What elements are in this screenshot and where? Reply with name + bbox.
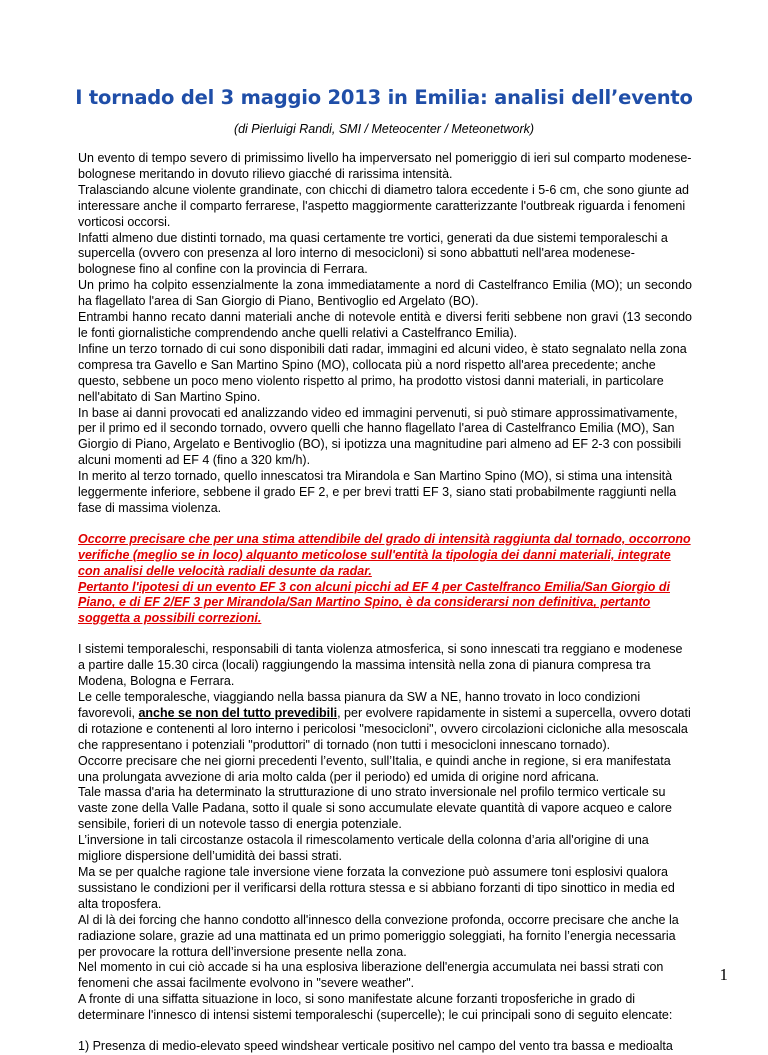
paragraph: Le celle temporalesche, viaggiando nella bassa pianura da SW a NE, hanno trovato in loco condizioni favorevoli, anche se non del tutto prevedibili, per evolvere rapidamente in sistemi a supercella, ovvero dotati di rotazione e contenenti al loro interno i pericolosi "mesocicloni", ovvero circolazioni cicloniche alla mesoscala che rappresentano i potenziali "produttori" di tornado (non tutti i mesocicloni innescano tornado).	[78, 690, 691, 752]
paragraph: L’inversione in tali circostanze ostacola il rimescolamento verticale della colonna d’aria all'origine di una migliore dispersione dell’umidità dei bassi strati.	[78, 833, 649, 864]
article-body	[78, 151, 692, 1055]
paragraph: In merito al terzo tornado, quello innescatosi tra Mirandola e San Martino Spino (MO), si stima una intensità leggermente inferiore, sebbene il grado EF 2, e per brevi tratti EF 3, siano stati probabilmente raggiunti nella fase di massima violenza.	[78, 469, 677, 515]
list-item: 1) Presenza di medio-elevato speed windshear verticale positivo nel campo del vento tra bassa e medioalta	[78, 1039, 673, 1054]
paragraph: In base ai danni provocati ed analizzando video ed immagini pervenuti, si può stimare approssimativamente, per il primo ed il secondo tornado, ovvero quelli che hanno flagellato l'area di Castelfranco Emilia (MO), San Giorgio di Piano, Argelato e Bentivoglio (BO), si ipotizza una magnitudine pari almeno ad EF 2-3 con possibili alcuni momenti ad EF 4 (fino a 320 km/h).	[78, 405, 682, 468]
paragraph: Ma se per qualche ragione tale inversione viene forzata la convezione può assumere toni esplosivi qualora sussistano le condizioni per il verificarsi della rottura stessa e si abbiano forzanti di tipo sinottico in media ed alta troposfera.	[78, 864, 675, 911]
paragraph: Infine un terzo tornado di cui sono disponibili dati radar, immagini ed alcuni video, è stato segnalato nella zona compresa tra Gavello e San Martino Spino (MO), collocata più a nord rispetto all'area precedente; anche questo, sebbene un poco meno violento rispetto al primo, ha prodotto vistosi danni materiali, in particolare nell'abitato di San Martino Spino.	[78, 341, 687, 404]
page-number: 1	[719, 965, 728, 984]
emphasis-text: anche se non del tutto prevedibili	[138, 705, 338, 720]
paragraph: Occorre precisare che nei giorni precedenti l’evento, sull’Italia, e quindi anche in regione, si era manifestata una prolungata avvezione di aria molto calda (per il periodo) ed umida di origine nord africana.	[78, 753, 671, 784]
paragraph: Un evento di tempo severo di primissimo livello ha imperversato nel pomeriggio di ieri sul comparto modenese-bolognese meritando in dovuto rilievo giacché di rarissima intensità.	[78, 151, 692, 181]
disclaimer-note: Occorre precisare che per una stima attendibile del grado di intensità raggiunta dal tornado, occorrono verifiche (meglio se in loco) alquanto meticolose sull'entità la tipologia dei danni materiali, integrate con analisi delle velocità radiali desunte da radar.	[78, 531, 691, 578]
paragraph: Un primo ha colpito essenzialmente la zona immediatamente a nord di Castelfranco Emilia (MO); un secondo ha flagellato l'area di San Giorgio di Piano, Bentivoglio ed Argelato (BO).	[78, 278, 692, 309]
paragraph: Tale massa d'aria ha determinato la strutturazione di uno strato inversionale nel profilo termico verticale su vaste zone della Valle Padana, sotto il quale si sono accumulate elevate quantità di vapore acqueo e calore sensibile, forieri di un notevole tasso di energia potenziale.	[78, 785, 672, 832]
paragraph: I sistemi temporaleschi, responsabili di tanta violenza atmosferica, si sono innescati tra reggiano e modenese a partire dalle 15.30 circa (locali) raggiungendo la massima intensità nella zona di pianura compresa tra Modena, Bologna e Ferrara.	[78, 642, 683, 689]
paragraph: Al di là dei forcing che hanno condotto all'innesco della convezione profonda, occorre precisare che anche la radiazione solare, grazie ad una mattinata ed un primo pomeriggio soleggiati, ha fornito l’energia necessaria per provocare la rottura dell’inversione presente nella zona.	[78, 912, 679, 959]
author-byline: (di Pierluigi Randi, SMI / Meteocenter / Meteonetwork)	[233, 122, 535, 136]
paragraph: Tralasciando alcune violente grandinate, con chicchi di diametro talora eccedente i 5-6 cm, che sono giunte ad interessare anche il comparto ferrarese, l'aspetto maggiormente caratterizzante l'outbreak riguarda i fenomeni vorticosi occorsi.	[78, 182, 690, 229]
paragraph: Infatti almeno due distinti tornado, ma quasi certamente tre vortici, generati da due sistemi temporaleschi a supercella (ovvero con presenza al loro interno di mesocicloni) si sono abbattuti nell'area modenese-bolognese fino al confine con la provincia di Ferrara.	[78, 230, 668, 277]
paragraph: Entrambi hanno recato danni materiali anche di notevole entità e diversi feriti sebbene non gravi (13 secondo le fonti giornalistiche comprendendo anche quelli relativi a Castelfranco Emilia).	[78, 310, 692, 340]
paragraph: A fronte di una siffatta situazione in loco, si sono manifestate alcune forzanti troposferiche in grado di determinare l'innesco di intensi sistemi temporaleschi (supercelle); le cui principali sono di seguito elencate:	[78, 992, 673, 1023]
disclaimer-note: Pertanto l'ipotesi di un evento EF 3 con alcuni picchi ad EF 4 per Castelfranco Emilia/San Giorgio di Piano, e di EF 2/EF 3 per Mirandola/San Martino Spino, è da considerarsi non definitiva, pertanto soggetta a possibili correzioni.	[78, 579, 670, 626]
paragraph: Nel momento in cui ciò accade si ha una esplosiva liberazione dell'energia accumulata nei bassi strati con fenomeni che assai facilmente evolvono in "severe weather".	[78, 960, 664, 991]
document-title: I tornado del 3 maggio 2013 in Emilia: analisi dell’evento	[75, 86, 693, 109]
